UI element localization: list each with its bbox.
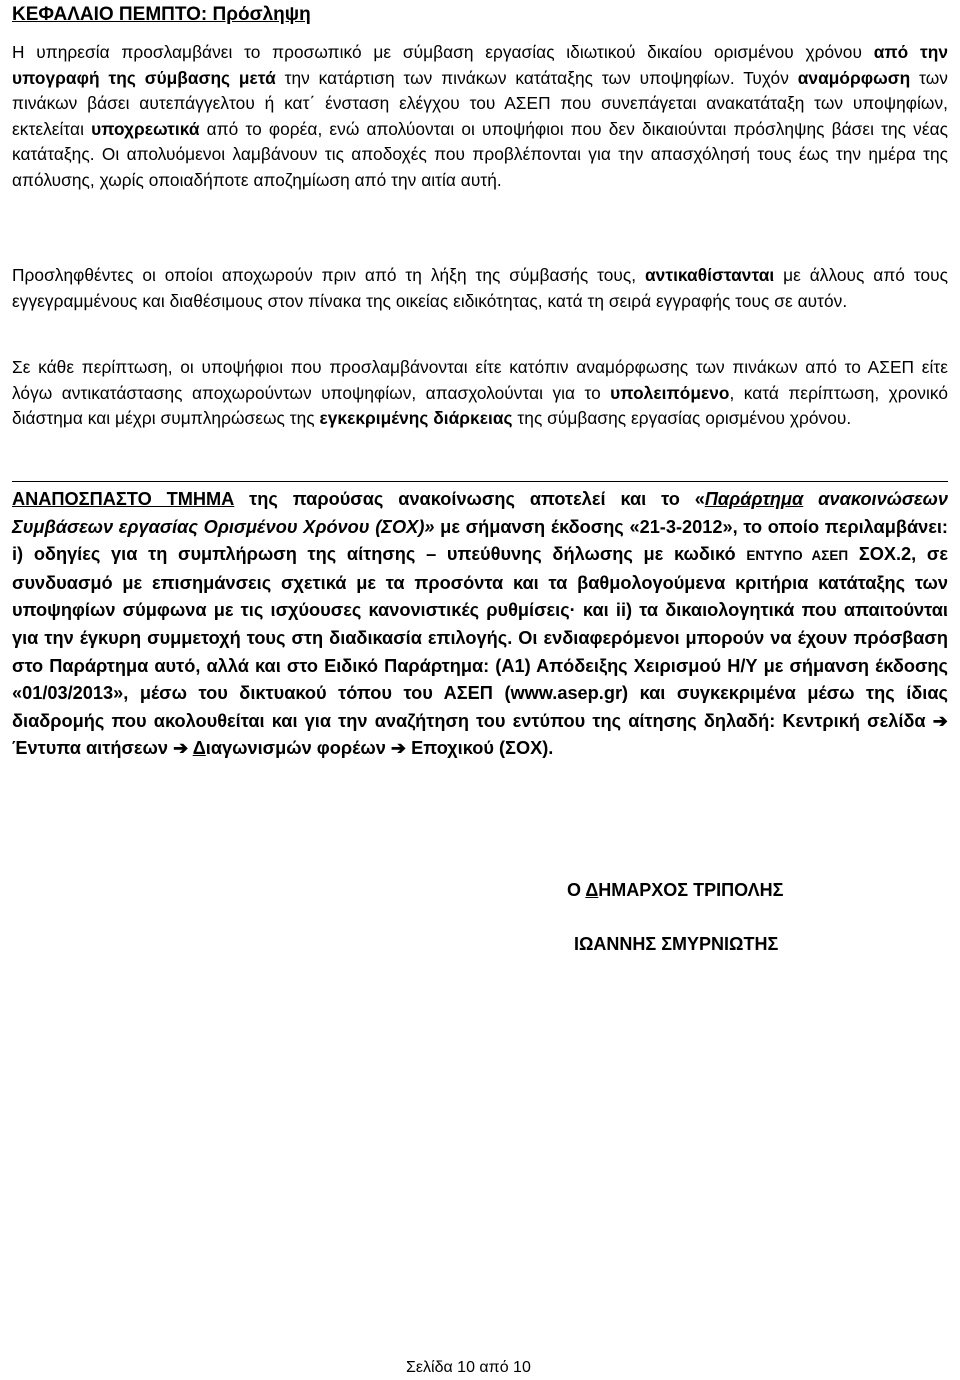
notice-run: Δ xyxy=(192,738,206,759)
signature-title-initial: Δ xyxy=(585,880,599,900)
notice-run xyxy=(803,489,818,509)
paragraph-remaining-duration xyxy=(12,355,948,432)
paragraph1-run: των πινάκων βάσει αυτεπάγγελτου ή κατ΄ ένσταση ελέγχου του ΑΣΕΠ που συνεπάγεται ανακατάταξη των υποψηφίων, εκτελείται xyxy=(12,67,948,139)
paragraph1-run: την κατάρτιση των πινάκων κατάταξης των υποψηφίων. Τυχόν xyxy=(275,67,798,88)
notice-run: Έντυπα αιτήσεων xyxy=(12,738,174,759)
paragraph3-run: υπολειπόμενο xyxy=(610,382,730,403)
notice-run: ➔ xyxy=(932,710,948,731)
page-number-footer: Σελίδα 10 από 10 xyxy=(406,1359,531,1376)
notice-run: με σήμανση έκδοσης «21-3-2012», το οποίο περιλαμβάνει: i) οδηγίες για τη συμπλήρωση της αίτησης – υπεύθυνης δήλωσης με κωδικό xyxy=(12,516,948,565)
notice-run: της παρούσας ανακοίνωσης αποτελεί και το « xyxy=(234,489,705,509)
paragraph3-run: , κατά περίπτωση, χρονικό διάστημα και μέχρι συμπληρώσεως της xyxy=(12,382,948,429)
paragraph3-run: Σε κάθε περίπτωση, οι υποψήφιοι που προσλαμβάνονται είτε κατόπιν αναμόρφωσης των πινάκων από το ΑΣΕΠ είτε λόγω αντικατάστασης αποχωρούντων υποψηφίων, απασχολούνται για το xyxy=(12,357,948,403)
signature-name: ΙΩΑΝΝΗΣ ΣΜΥΡΝΙΩΤΗΣ xyxy=(574,934,779,954)
notice-run: ΣΟΧ.2, σε συνδυασμό με επισημάνσεις σχετικά με τα προσόντα και τα βαθμολογούμενα κριτήρια κατάταξης των υποψηφίων σύμφωνα με τις ισχύουσες κανονιστικές ρυθμίσεις· και ii) τα δικαιολογητικά που απαιτούνται για την έγκυρη συμμετοχή τους στη διαδικασία επιλογής. Οι ενδιαφερόμενοι μπορούν να έχουν πρόσβαση στο Παράρτημα αυτό, αλλά και στο Ειδικό Παράρτημα: (Α1) Απόδειξης Χειρισμού Η/Υ με σήμανση έκδοσης «01/03/2013», μέσω του δικτυακού τόπου του ΑΣΕΠ (www.asep.gr) και συγκεκριμένα μέσω της ίδιας διαδρομής που ακολουθείται και για την αναζήτηση του εντύπου της αίτησης δηλαδή: Κεντρική σελίδα xyxy=(12,544,949,731)
paragraph1-run: από την υπογραφή της σύμβασης μετά xyxy=(12,42,948,88)
notice-run: ➔ xyxy=(173,738,189,759)
notice-annex-paragraph xyxy=(12,486,948,763)
signature-title-rest: ΗΜΑΡΧΟΣ ΤΡΙΠΟΛΗΣ xyxy=(598,880,784,900)
paragraph2-run: αντικαθίστανται xyxy=(644,265,775,285)
notice-run: Παράρτημα xyxy=(704,489,804,509)
paragraph1-run: Η υπηρεσία προσλαμβάνει το προσωπικό με σύμβαση εργασίας ιδιωτικού δικαίου ορισμένου χρόνου xyxy=(12,42,874,62)
signature-title-prefix: Ο xyxy=(567,880,586,900)
paragraph2-run: με άλλους από τους εγγεγραμμένους και διαθέσιμους στον πίνακα της οικείας ειδικότητας, κατά τη σειρά εγγραφής τους σε αυτόν. xyxy=(12,265,948,311)
notice-run: ΕΝΤΥΠΟ ΑΣΕΠ xyxy=(746,548,849,564)
paragraph1-run: από το φορέα, ενώ απολύονται οι υποψήφιοι που δεν δικαιούνται πρόσληψης βάσει της νέας κατάταξης. Οι απολυόμενοι λαμβάνουν τις αποδοχές που προβλέπονται για την απασχόλησή τους έως την ημέρα της απόλυσης, χωρίς οποιαδήποτε αποζημίωση από την αιτία αυτή. xyxy=(12,118,948,190)
paragraph3-run: της σύμβασης εργασίας ορισμένου χρόνου. xyxy=(512,408,852,429)
notice-run: ιαγωνισμών φορέων xyxy=(205,738,391,759)
notice-run: Εποχικού (ΣΟΧ). xyxy=(406,738,554,759)
notice-run: ➔ xyxy=(390,738,407,759)
paragraph2-run: Προσληφθέντες οι οποίοι αποχωρούν πριν από τη λήξη της σύμβασής τους, xyxy=(12,265,645,285)
notice-run: ανακοινώσεων Συμβάσεων εργασίας Ορισμένου Χρόνου (ΣΟΧ)» xyxy=(12,489,948,537)
signature-title xyxy=(567,880,783,901)
paragraph1-run: αναμόρφωση xyxy=(797,67,911,88)
paragraph-replacement xyxy=(12,263,948,314)
document-page xyxy=(12,0,948,1380)
chapter-title: ΚΕΦΑΛΑΙΟ ΠΕΜΠΤΟ: Πρόσληψη xyxy=(12,4,311,25)
paragraph-hiring-terms xyxy=(12,40,948,194)
paragraph1-run: υποχρεωτικά xyxy=(91,118,200,139)
paragraph3-run: εγκεκριμένης διάρκειας xyxy=(319,408,513,429)
notice-run: ΑΝΑΠΟΣΠΑΣΤΟ ΤΜΗΜΑ xyxy=(12,489,235,509)
